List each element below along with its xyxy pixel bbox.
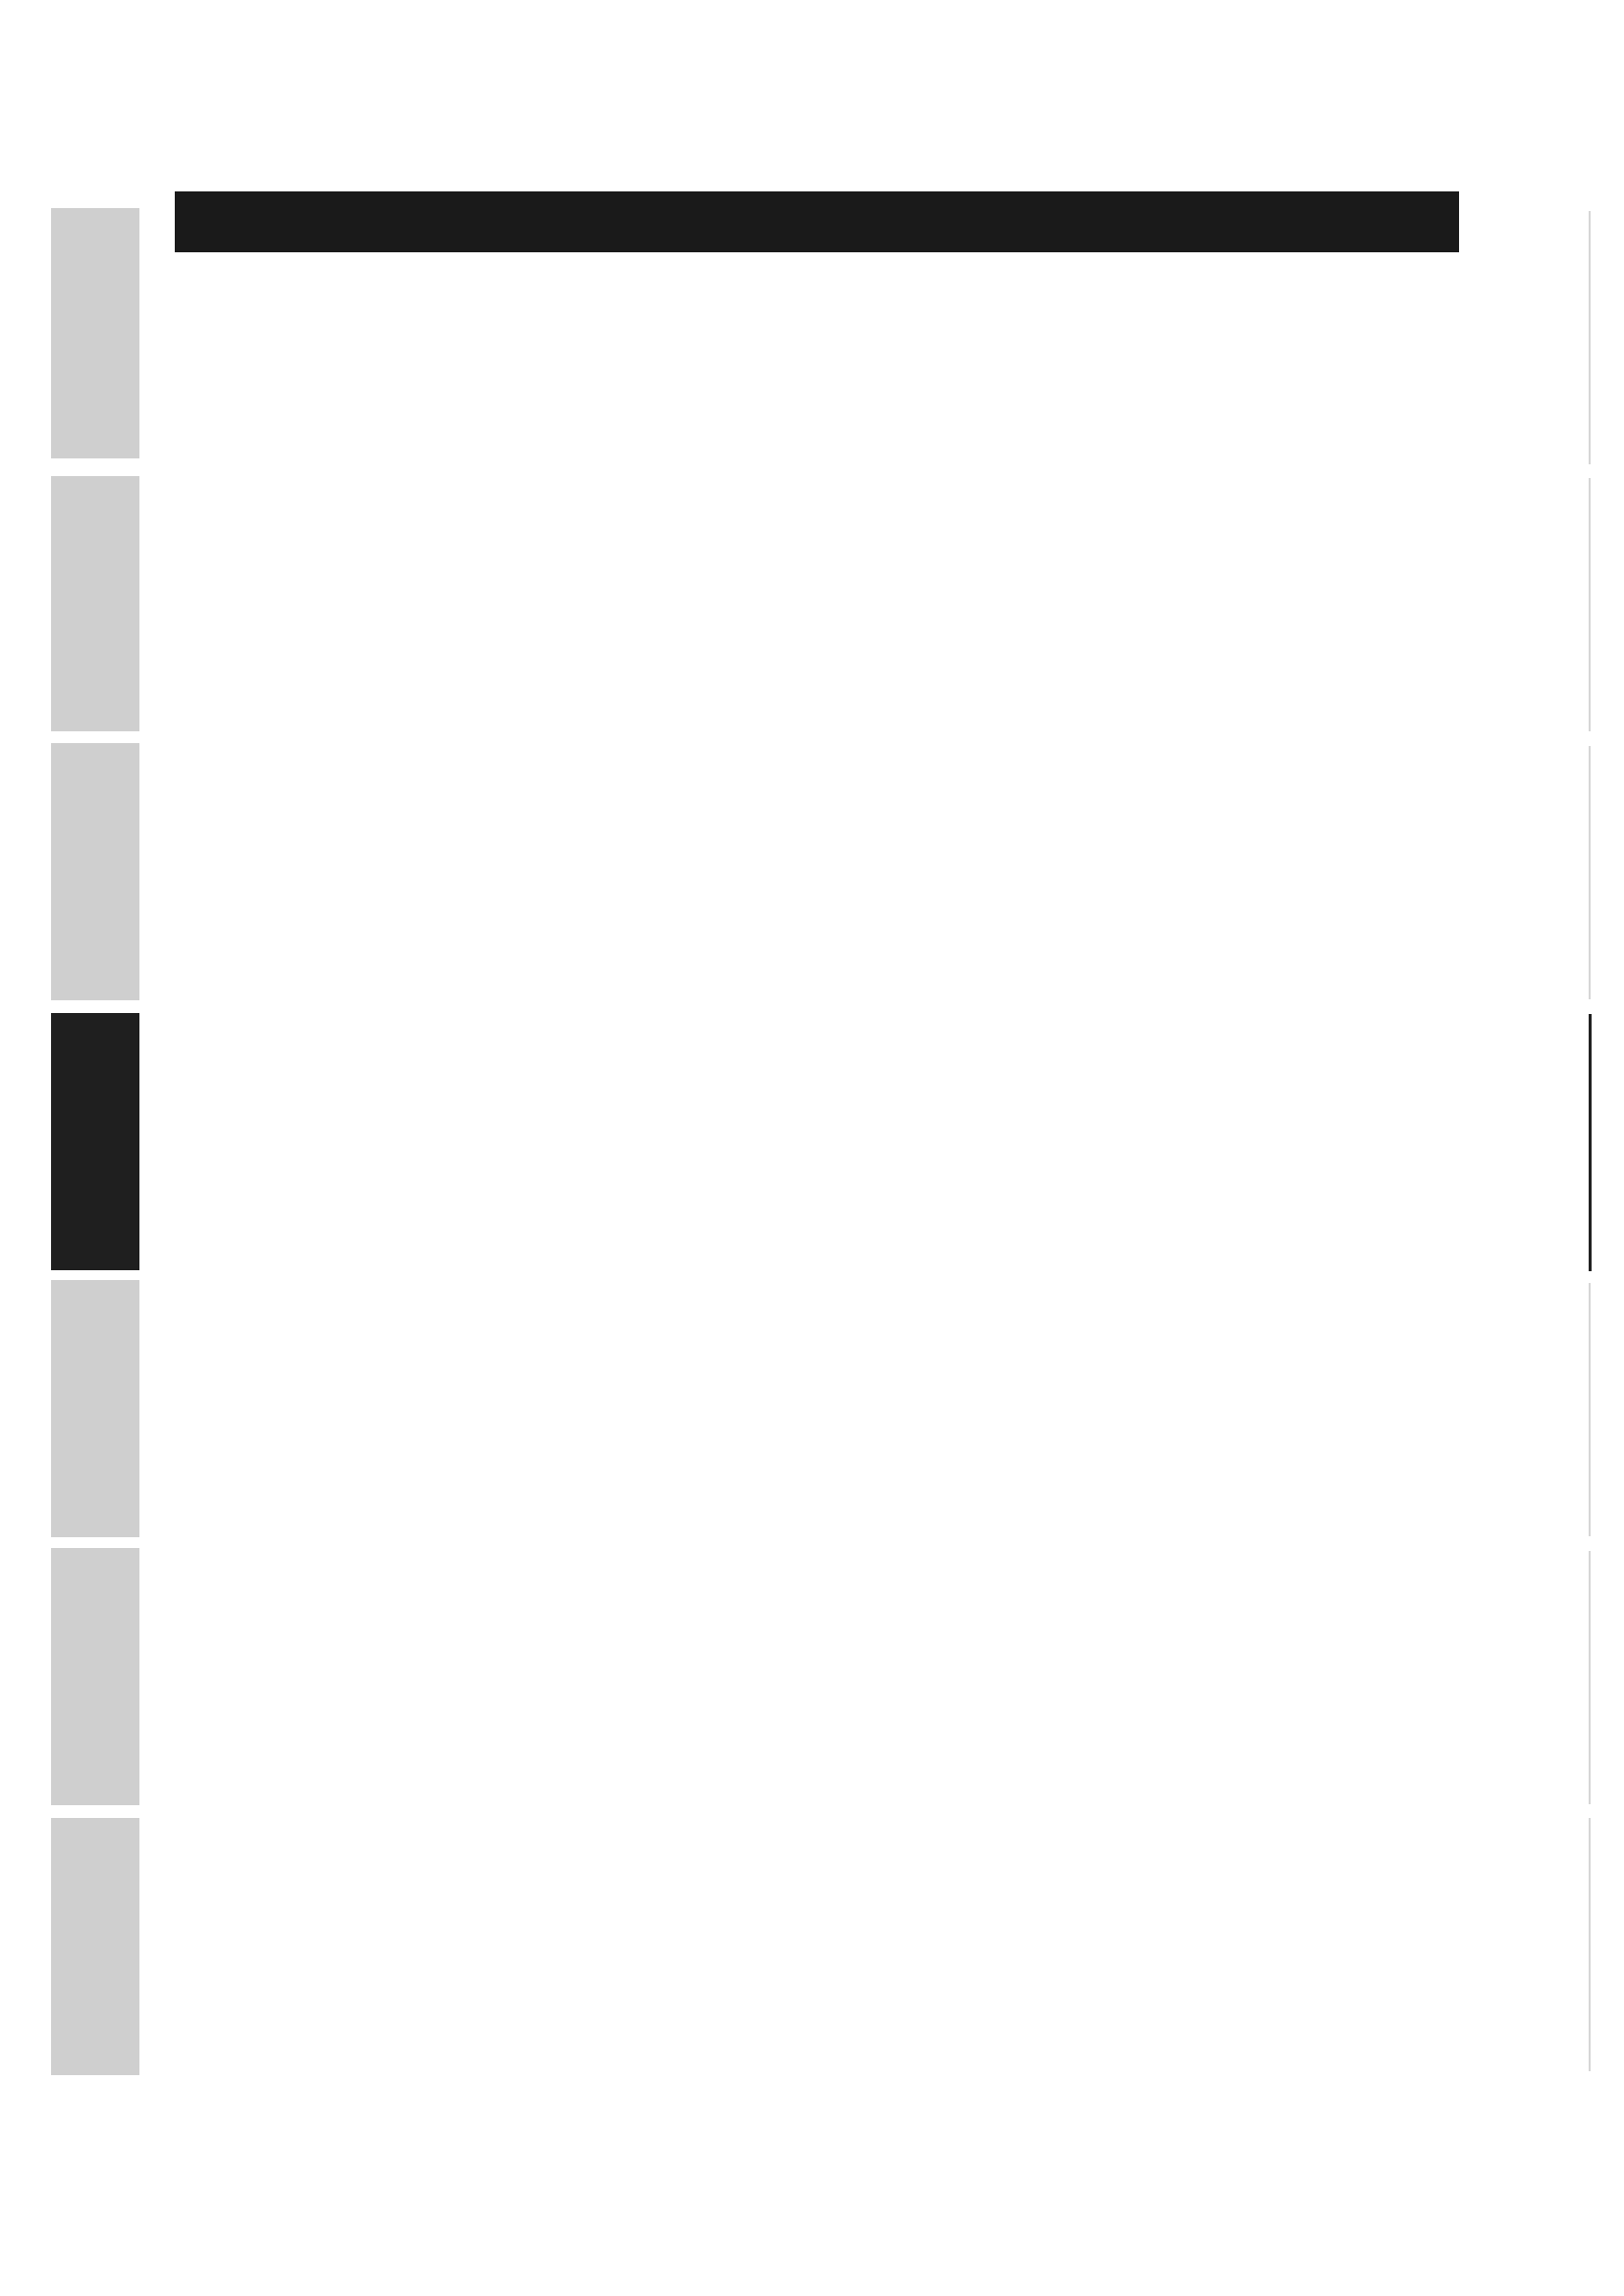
margin-rule bbox=[1589, 1818, 1591, 2071]
margin-rule bbox=[1589, 211, 1591, 464]
sidebar-tab-dmx[interactable] bbox=[51, 1818, 139, 2075]
margin-rule bbox=[1589, 1551, 1591, 1804]
sidebar-tab-polski[interactable] bbox=[51, 1280, 139, 1537]
sidebar-tab-deutsch[interactable] bbox=[51, 208, 139, 458]
section-header-bar bbox=[175, 191, 1459, 252]
margin-rule bbox=[1589, 1283, 1591, 1536]
margin-rule bbox=[1589, 746, 1591, 999]
margin-rule-active bbox=[1589, 1014, 1592, 1271]
margin-rule bbox=[1589, 478, 1591, 731]
sidebar-tab-italiano[interactable] bbox=[51, 1548, 139, 1805]
sidebar-tab-english[interactable] bbox=[51, 476, 139, 731]
main-content bbox=[179, 269, 1460, 295]
sidebar-tab-espanol[interactable] bbox=[51, 1013, 139, 1270]
sidebar-tab-francais[interactable] bbox=[51, 743, 139, 1000]
